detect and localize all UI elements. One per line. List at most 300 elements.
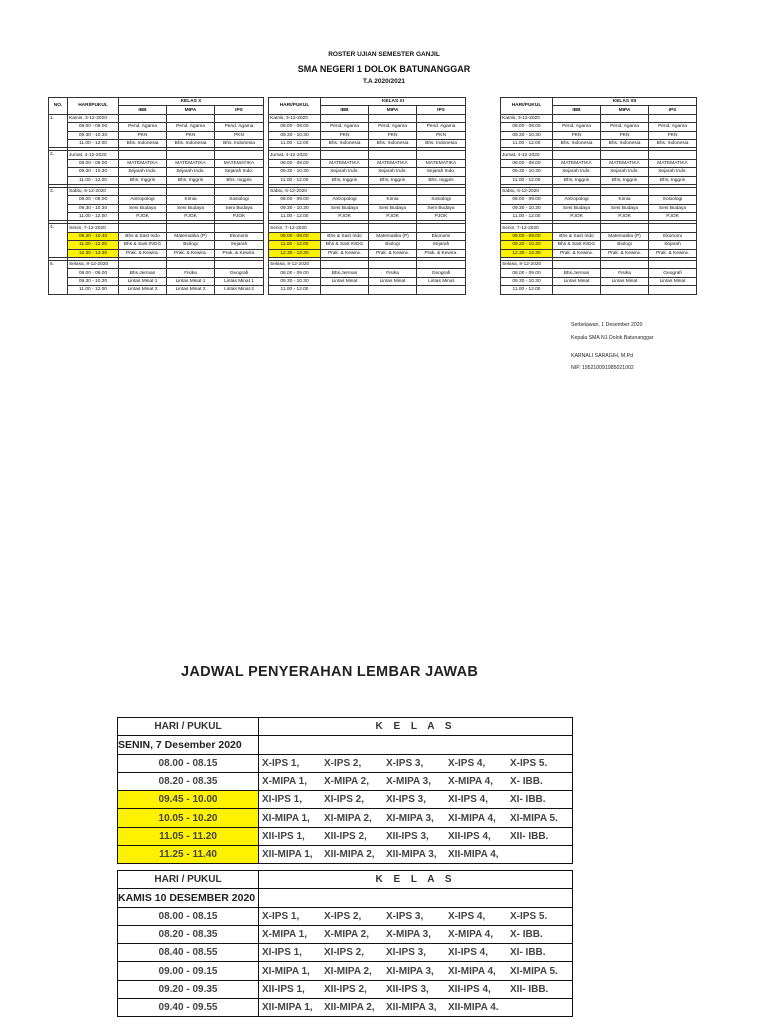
roster-subject <box>649 286 697 294</box>
roster-cell-empty <box>601 261 649 269</box>
jadwal-time: 09.40 - 09.55 <box>118 999 259 1017</box>
roster-subject: MATEMATIKA <box>119 159 167 167</box>
roster-subject: PJOK <box>321 213 369 221</box>
jadwal-class-list <box>259 813 572 824</box>
jadwal-row <box>118 846 573 864</box>
roster-slot-row <box>49 277 264 285</box>
roster-subject: Bhs. Indonesia <box>215 139 264 147</box>
jadwal-class-list <box>259 794 572 805</box>
jadwal-class: X-IPS 5. <box>510 757 548 769</box>
jadwal-class: XI-MIPA 5. <box>510 812 558 824</box>
roster-slot-row <box>501 269 697 277</box>
roster-subject: Bhs. Indonesia <box>649 139 697 147</box>
roster-cell-empty <box>601 187 649 195</box>
roster-subject <box>417 286 466 294</box>
roster-time: 08.00 - 09.00 <box>269 123 321 131</box>
roster-subject: Antropologi <box>119 196 167 204</box>
jadwal-class: XI-IPS 3, <box>386 947 427 959</box>
jadwal-class: XII-IPS 1, <box>262 983 305 995</box>
roster-subject: Sejarah Indo. <box>553 168 601 176</box>
roster-subject: Fisika <box>601 269 649 277</box>
jadwal-row <box>118 980 573 998</box>
no-header: NO. <box>49 98 68 115</box>
subcol-mipa: MIPA <box>369 106 417 114</box>
jadwal-time: 09.00 - 09.15 <box>118 962 259 980</box>
roster-slot-row <box>269 232 466 240</box>
roster-subject: Seni Budaya <box>417 204 466 212</box>
jadwal-class: X-MIPA 3, <box>386 776 432 788</box>
roster-day: Kamis, 3-12-2020 <box>269 114 321 122</box>
roster-subject: Bhs. Indonesia <box>119 139 167 147</box>
roster-subject: Bhs. Inggris <box>119 176 167 184</box>
roster-day-row <box>501 151 697 159</box>
roster-subject: Lintas Minat 2 <box>119 286 167 294</box>
roster-day: Selasa, 8-12-2020 <box>68 261 119 269</box>
roster-subject: Kimia <box>167 196 215 204</box>
roster-time: 08.00 - 09.00 <box>68 159 119 167</box>
jadwal-time: 10.05 - 10.20 <box>118 809 259 827</box>
roster-slot-row <box>501 204 697 212</box>
roster-slot-row <box>49 213 264 221</box>
roster-cell-empty <box>167 224 215 232</box>
jadwal-class: XI-IPS 4, <box>448 947 489 959</box>
roster-slot-row <box>49 168 264 176</box>
roster-subject <box>321 286 369 294</box>
roster-subject: Biologi <box>167 241 215 249</box>
roster-no: 1. <box>49 114 68 148</box>
jadwal-class-list <box>259 1002 572 1013</box>
roster-time: 09.40 - 10.40 <box>68 232 119 240</box>
roster-time: 11.00 - 12.00 <box>269 176 321 184</box>
roster-cell-empty <box>417 261 466 269</box>
roster-subject: Sejarah Indo. <box>215 168 264 176</box>
roster-slot-row <box>49 241 264 249</box>
jadwal-class: XI-MIPA 3, <box>386 812 434 824</box>
roster-slot-row <box>49 232 264 240</box>
roster-cell-empty <box>321 224 369 232</box>
roster-subject: Bhs. Inggris <box>601 176 649 184</box>
jadwal-row <box>118 809 573 827</box>
jadwal-class: XI-MIPA 4, <box>448 965 496 977</box>
roster-subject: Bhs.Jerman <box>119 269 167 277</box>
roster-subject: Matematika (P) <box>167 232 215 240</box>
roster-subject: Matematika (P) <box>369 232 417 240</box>
subcol-ibb: IBB <box>321 106 369 114</box>
jadwal-class: X-IPS 2, <box>324 757 362 769</box>
roster-subject: Prak. & Kewira. <box>553 249 601 257</box>
roster-subject: Sejarah Indo. <box>649 168 697 176</box>
jadwal-row <box>118 791 573 809</box>
jadwal-time: 08.40 - 08.55 <box>118 944 259 962</box>
roster-subject: Sosiologi <box>417 196 466 204</box>
jadwal-classes <box>259 999 573 1017</box>
jadwal-class-list <box>259 849 572 860</box>
roster-day-row <box>501 261 697 269</box>
roster-slot-row <box>49 286 264 294</box>
roster-day: Senin, 7-12-2020 <box>501 224 553 232</box>
jadwal-row <box>118 827 573 845</box>
roster-subject: Lintas Minat 1 <box>119 277 167 285</box>
roster-day: Jumat, 4-12-2020 <box>68 151 119 159</box>
roster-slot-row <box>501 277 697 285</box>
jadwal-time: 08.20 - 08.35 <box>118 772 259 790</box>
jadwal-class: XI-IPS 3, <box>386 794 427 806</box>
jadwal-class: XI-IPS 1, <box>262 947 303 959</box>
roster-slot-row <box>49 196 264 204</box>
roster-time: 12.30 - 13.30 <box>269 249 321 257</box>
roster-subject: Fisika <box>167 269 215 277</box>
jadwal-class: XI- IBB. <box>510 947 546 959</box>
jadwal-day-empty <box>259 736 573 754</box>
roster-cell-empty <box>167 261 215 269</box>
roster-subject: PKN <box>649 131 697 139</box>
roster-day-row <box>49 151 264 159</box>
roster-subject: Prak. & Kewira. <box>369 249 417 257</box>
roster-day-row <box>269 187 466 195</box>
roster-time: 09.30 - 10.30 <box>501 204 553 212</box>
roster-subject: Seni Budaya <box>215 204 264 212</box>
roster-subject: Bhs & Sast INGG <box>321 241 369 249</box>
jadwal-class: X-MIPA 1, <box>262 929 308 941</box>
jadwal-row <box>118 754 573 772</box>
roster-subject: Sejarah Indo. <box>119 168 167 176</box>
jadwal-class: XI-MIPA 2, <box>324 965 372 977</box>
roster-cell-empty <box>321 114 369 122</box>
roster-time: 11.00 - 12.00 <box>269 213 321 221</box>
roster-slot-row <box>269 286 466 294</box>
roster-slot-row <box>501 176 697 184</box>
roster-subject: PKN <box>369 131 417 139</box>
roster-subject: Bhs. Indonesia <box>369 139 417 147</box>
jadwal-classes <box>259 925 573 943</box>
jadwal-class: X-IPS 1, <box>262 757 300 769</box>
roster-time: 11.00 - 12.00 <box>68 139 119 147</box>
roster-subject: Sejarah Indo. <box>369 168 417 176</box>
roster-subject: PJOK <box>649 213 697 221</box>
roster-subject: Prak. & Kewira. <box>417 249 466 257</box>
roster-cell-empty <box>215 224 264 232</box>
roster-subject: Bhs & Sast INGG <box>553 241 601 249</box>
roster-subject: Biologi <box>369 241 417 249</box>
jadwal-time: 11.05 - 11.20 <box>118 827 259 845</box>
roster-slot-row <box>501 213 697 221</box>
roster-subject: Sosiologi <box>649 196 697 204</box>
jadwal-class-list <box>259 758 572 769</box>
jadwal-class-list <box>259 831 572 842</box>
jadwal-class: XII-IPS 4, <box>448 830 491 842</box>
roster-time: 08.00 - 09.00 <box>501 232 553 240</box>
jadwal-class: XII-MIPA 1, <box>262 849 313 861</box>
jadwal-class-list <box>259 966 572 977</box>
subcol-ips: IPS <box>417 106 466 114</box>
jadwal-kelas-header: K E L A S <box>259 871 573 889</box>
roster-slot-row <box>501 286 697 294</box>
jadwal-class: XI-IPS 2, <box>324 794 365 806</box>
roster-subject: Antropologi <box>553 196 601 204</box>
roster-slot-row <box>501 139 697 147</box>
roster-subject: PJOK <box>369 213 417 221</box>
jadwal-class: X-IPS 3, <box>386 910 424 922</box>
roster-no: 5. <box>49 261 68 295</box>
roster-subject: Sosiologi <box>215 196 264 204</box>
roster-slot-row <box>501 249 697 257</box>
roster-subject: PKN <box>321 131 369 139</box>
roster-subject: Bhs & Sast INGG <box>119 241 167 249</box>
roster-day: Sabtu, 5-12-2020 <box>501 187 553 195</box>
roster-subject: Lintas Minat <box>553 277 601 285</box>
roster-subject: PJOK <box>119 213 167 221</box>
jadwal-class: XII-IPS 3, <box>386 830 429 842</box>
roster-slot-row <box>49 123 264 131</box>
roster-time: 12.30 - 13.30 <box>501 249 553 257</box>
hari-header: HARI/PUKUL <box>501 98 553 115</box>
jadwal-class: X-IPS 4, <box>448 757 486 769</box>
signature-position: Kepala SMA N1 Dolok Batunanggar <box>571 335 654 341</box>
roster-day-row <box>49 114 264 122</box>
roster-day-row <box>269 114 466 122</box>
roster-slot-row <box>49 159 264 167</box>
roster-subject: Bhs. Indonesia <box>601 139 649 147</box>
jadwal-class: XII-IPS 1, <box>262 830 305 842</box>
roster-no: 4. <box>49 224 68 258</box>
roster-subject: Pend. Agama <box>369 123 417 131</box>
roster-subject: PKN <box>553 131 601 139</box>
roster-slot-row <box>501 241 697 249</box>
roster-day: Selasa, 8-12-2020 <box>501 261 553 269</box>
roster-day-row <box>269 261 466 269</box>
jadwal-class-list <box>259 984 572 995</box>
roster-subject <box>553 286 601 294</box>
roster-slot-row <box>501 159 697 167</box>
roster-day-row <box>501 224 697 232</box>
roster-time: 11.00 - 12.00 <box>269 286 321 294</box>
jadwal-class-list <box>259 776 572 787</box>
roster-subject: Lintas Minat <box>649 277 697 285</box>
jadwal-class: XII- IBB. <box>510 983 549 995</box>
roster-subject: Prak. & Kewira. <box>167 249 215 257</box>
roster-slot-row <box>269 131 466 139</box>
kelas-xi-header: KELAS XI <box>321 98 466 106</box>
roster-subject: Antropologi <box>321 196 369 204</box>
jadwal-class: XI-MIPA 1, <box>262 812 310 824</box>
school-name: SMA NEGERI 1 DOLOK BATUNANGGAR <box>297 64 471 74</box>
roster-day-row <box>49 224 264 232</box>
roster-cell-empty <box>649 224 697 232</box>
jadwal-classes <box>259 846 573 864</box>
roster-cell-empty <box>119 224 167 232</box>
roster-cell-empty <box>649 151 697 159</box>
roster-subject: Pend. Agama <box>119 123 167 131</box>
roster-subject: Seni Budaya <box>167 204 215 212</box>
roster-time: 08.00 - 09.00 <box>501 123 553 131</box>
roster-subject: Pend. Agama <box>167 123 215 131</box>
roster-day: Jumat, 4-12-2020 <box>501 151 553 159</box>
roster-cell-empty <box>553 224 601 232</box>
roster-subject: Lintas Minat 2 <box>167 286 215 294</box>
roster-slot-row <box>501 123 697 131</box>
roster-subject: Pend. Agama <box>601 123 649 131</box>
roster-cell-empty <box>553 261 601 269</box>
roster-subject: Bhs.Jerman <box>553 269 601 277</box>
roster-cell-empty <box>119 151 167 159</box>
roster-time: 11.00 - 12.00 <box>68 286 119 294</box>
signature-name: KARNALI SARAGIH, M.Pd <box>571 353 633 359</box>
jadwal-class: XI-MIPA 5. <box>510 965 558 977</box>
jadwal-class-list <box>259 911 572 922</box>
jadwal-class: X- IBB. <box>510 929 543 941</box>
jadwal-day: SENIN, 7 Desember 2020 <box>118 736 259 754</box>
roster-slot-row <box>269 269 466 277</box>
roster-subject: PJOK <box>553 213 601 221</box>
roster-slot-row <box>269 159 466 167</box>
roster-subject: Ekonomi <box>215 232 264 240</box>
jadwal-row <box>118 999 573 1017</box>
roster-slot-row <box>269 196 466 204</box>
roster-time: 09.30 - 10.30 <box>68 168 119 176</box>
roster-subject: Bhs & Sast Indo <box>119 232 167 240</box>
roster-time: 08.00 - 09.00 <box>501 269 553 277</box>
roster-day: Jumat, 4-12-2020 <box>269 151 321 159</box>
roster-subject: Bhs & Sast Indo <box>321 232 369 240</box>
roster-time: 08.00 - 09.00 <box>269 232 321 240</box>
roster-subject: Ekonomi <box>649 232 697 240</box>
subcol-mipa: MIPA <box>167 106 215 114</box>
roster-subject: MATEMATIKA <box>601 159 649 167</box>
roster-time: 09.30 - 10.30 <box>269 131 321 139</box>
roster-cell-empty <box>167 114 215 122</box>
roster-cell-empty <box>417 224 466 232</box>
roster-subject: MATEMATIKA <box>321 159 369 167</box>
roster-cell-empty <box>601 224 649 232</box>
roster-subject: Lintas Minat <box>321 277 369 285</box>
roster-subject: Matematika (P) <box>601 232 649 240</box>
jadwal-class: XI-MIPA 3, <box>386 965 434 977</box>
roster-subject: Prak. & Kewira. <box>649 249 697 257</box>
roster-subject <box>601 286 649 294</box>
roster-cell-empty <box>215 151 264 159</box>
roster-time: 09.30 - 10.30 <box>68 277 119 285</box>
jadwal-class-list <box>259 929 572 940</box>
roster-day-row <box>49 187 264 195</box>
roster-subject: PKN <box>119 131 167 139</box>
roster-day: Kamis, 3-12-2020 <box>68 114 119 122</box>
jadwal-classes <box>259 772 573 790</box>
roster-cell-empty <box>369 114 417 122</box>
roster-time: 11.00 - 12.00 <box>68 241 119 249</box>
roster-subject: Lintas Minat 1 <box>215 277 264 285</box>
roster-subject: Geografi <box>649 269 697 277</box>
jadwal-row <box>118 907 573 925</box>
roster-subject: Lintas Minat <box>601 277 649 285</box>
roster-subject: Kimia <box>369 196 417 204</box>
roster-slot-row <box>501 168 697 176</box>
jadwal-class: XI-IPS 1, <box>262 794 303 806</box>
jadwal-day: KAMIS 10 DESEMBER 2020 <box>118 889 259 907</box>
roster-subject: Bhs.Jerman <box>321 269 369 277</box>
jadwal-time: 08.00 - 08.15 <box>118 754 259 772</box>
hari-header: HARI/PUKUL <box>68 98 119 115</box>
roster-slot-row <box>501 131 697 139</box>
jadwal-time: 11.25 - 11.40 <box>118 846 259 864</box>
roster-subject: Sejarah <box>649 241 697 249</box>
roster-subject: Biologi <box>601 241 649 249</box>
roster-cell-empty <box>119 114 167 122</box>
roster-subject: PKN <box>601 131 649 139</box>
roster-subject: Sejarah Indo. <box>167 168 215 176</box>
roster-time: 11.00 - 12.00 <box>501 176 553 184</box>
roster-day-row <box>269 151 466 159</box>
roster-time: 08.00 - 09.00 <box>68 196 119 204</box>
roster-slot-row <box>501 232 697 240</box>
jadwal-time: 08.00 - 08.15 <box>118 907 259 925</box>
roster-table-kelas-x <box>48 97 264 295</box>
roster-subject: Bhs. Inggris <box>369 176 417 184</box>
roster-cell-empty <box>601 151 649 159</box>
jadwal-class: XI-IPS 2, <box>324 947 365 959</box>
roster-cell-empty <box>215 187 264 195</box>
roster-slot-row <box>269 176 466 184</box>
roster-time: 11.00 - 12.00 <box>68 176 119 184</box>
roster-cell-empty <box>417 151 466 159</box>
roster-subject: Bhs. Inggris <box>215 176 264 184</box>
jadwal-class: XI-MIPA 1, <box>262 965 310 977</box>
roster-day: Senin, 7-12-2020 <box>269 224 321 232</box>
jadwal-class: XI-IPS 4, <box>448 794 489 806</box>
roster-subject: Prak. & Kewira. <box>601 249 649 257</box>
roster-subject: PJOK <box>215 213 264 221</box>
jadwal-class: XII-MIPA 4. <box>448 1002 499 1014</box>
subcol-ips: IPS <box>215 106 264 114</box>
jadwal-class: X-IPS 1, <box>262 910 300 922</box>
roster-subject: Fisika <box>369 269 417 277</box>
kelas-xii-header: KELAS XII <box>553 98 697 106</box>
roster-table-kelas-xi <box>268 97 466 295</box>
roster-subject: Seni Budaya <box>119 204 167 212</box>
roster-subject: Bhs. Indonesia <box>417 139 466 147</box>
roster-slot-row <box>269 123 466 131</box>
jadwal-class: X-MIPA 4, <box>448 929 494 941</box>
jadwal-class <box>510 849 572 860</box>
roster-day-row <box>269 224 466 232</box>
roster-cell-empty <box>321 151 369 159</box>
subcol-ibb: IBB <box>553 106 601 114</box>
jadwal-time: 09.45 - 10.00 <box>118 791 259 809</box>
roster-slot-row <box>269 277 466 285</box>
roster-slot-row <box>49 204 264 212</box>
roster-time: 11.00 - 12.00 <box>501 139 553 147</box>
jadwal-classes <box>259 791 573 809</box>
roster-slot-row <box>269 168 466 176</box>
roster-cell-empty <box>167 187 215 195</box>
roster-cell-empty <box>649 187 697 195</box>
roster-cell-empty <box>369 151 417 159</box>
jadwal-class: X-MIPA 4, <box>448 776 494 788</box>
roster-cell-empty <box>321 187 369 195</box>
jadwal-time: 09.20 - 09.35 <box>118 980 259 998</box>
roster-time: 09.30 - 10.30 <box>501 277 553 285</box>
roster-cell-empty <box>215 114 264 122</box>
jadwal-class: XII-MIPA 3, <box>386 849 437 861</box>
roster-subject: Sejarah Indo. <box>601 168 649 176</box>
roster-cell-empty <box>321 261 369 269</box>
roster-cell-empty <box>417 114 466 122</box>
jadwal-row <box>118 962 573 980</box>
roster-subject: Seni Budaya <box>601 204 649 212</box>
roster-no: 3. <box>49 187 68 221</box>
roster-cell-empty <box>369 224 417 232</box>
jadwal-class: XII-IPS 4, <box>448 983 491 995</box>
jadwal-time: 08.20 - 08.35 <box>118 925 259 943</box>
